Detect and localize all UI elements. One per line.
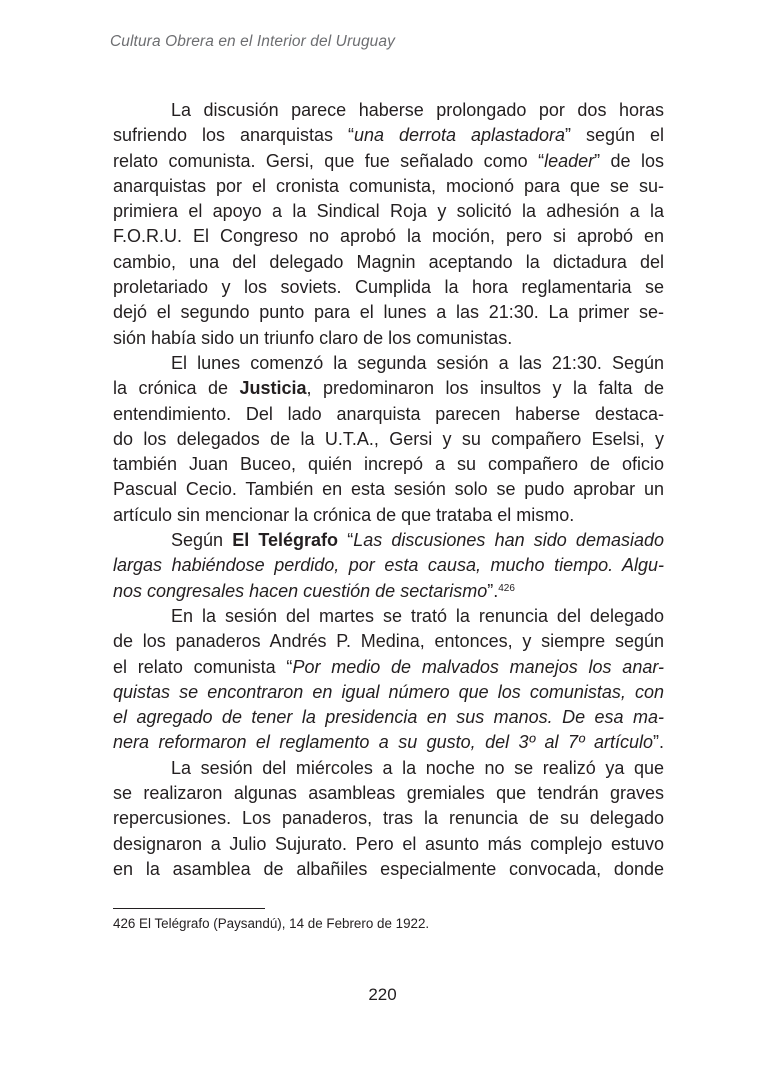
text-segment: el relato comunista “	[113, 656, 293, 677]
footnote-rule	[113, 908, 265, 909]
text-line	[113, 250, 664, 275]
text-segment: Según	[171, 530, 233, 551]
text-segment: largas habiéndose perdido, por esta causa, mucho tiempo. Algu-	[113, 555, 664, 576]
text-segment: , predominaron los insultos y la falta de	[306, 378, 665, 399]
body-text	[113, 98, 664, 882]
text-line	[113, 806, 664, 831]
text-line	[113, 857, 664, 882]
text-segment: de los panaderos Andrés P. Medina, entonces, y siempre según	[113, 631, 664, 652]
text-segment: nos congresales hacen cuestión de sectarismo	[113, 580, 488, 601]
text-line	[113, 503, 664, 528]
text-segment: En la sesión del martes se trató la renuncia del delegado	[171, 605, 664, 626]
text-line	[113, 730, 664, 755]
text-segment: do los delegados de la U.T.A., Gersi y su compañero Eselsi, y	[113, 428, 664, 449]
text-segment: quistas se encontraron en igual número que los comunistas, con	[113, 681, 664, 702]
text-line	[113, 553, 664, 578]
text-segment: sufriendo los anarquistas “	[113, 125, 354, 146]
text-segment: una derrota aplastadora	[353, 125, 566, 146]
text-segment: cambio, una del delegado Magnin aceptando la dictadura del	[113, 251, 664, 272]
text-segment: nera reformaron el reglamento a su gusto, del 3º al 7º artículo	[113, 732, 653, 753]
text-line	[113, 781, 664, 806]
text-segment: El Telégrafo	[232, 530, 339, 551]
text-line	[113, 579, 664, 604]
text-segment: la crónica de	[113, 378, 240, 399]
text-segment: El lunes comenzó la segunda sesión a las 21:30. Según	[171, 352, 664, 373]
running-header: Cultura Obrera en el Interior del Uruguay	[110, 33, 395, 50]
text-line	[113, 199, 664, 224]
text-line	[113, 705, 664, 730]
text-line	[113, 174, 664, 199]
text-segment: en la asamblea de albañiles especialmente convocada, donde	[113, 858, 664, 879]
text-line	[113, 98, 664, 123]
text-segment: Las discusiones han sido demasiado	[353, 530, 664, 551]
text-segment: entendimiento. Del lado anarquista parecen haberse destaca-	[113, 403, 664, 424]
text-segment: 426	[498, 582, 515, 594]
text-line	[113, 756, 664, 781]
text-segment: sión había sido un triunfo claro de los comunistas.	[113, 327, 513, 348]
text-line	[113, 351, 664, 376]
text-segment: también Juan Buceo, quién increpó a su compañero de oficio	[113, 454, 664, 475]
text-segment: Justicia	[239, 378, 307, 399]
text-line	[113, 604, 664, 629]
text-segment: artículo sin mencionar la crónica de que trataba el mismo.	[113, 504, 575, 525]
text-segment: ” de los	[594, 150, 664, 171]
text-line	[113, 655, 664, 680]
text-segment: el agregado de tener la presidencia en sus manos. De esa ma-	[113, 707, 664, 728]
text-segment: leader	[544, 150, 595, 171]
text-segment: La discusión parece haberse prolongado por dos horas	[171, 100, 664, 120]
text-segment: relato comunista. Gersi, que fue señalado como “	[113, 150, 545, 171]
text-segment: ”.	[487, 580, 499, 601]
text-segment: primiera el apoyo a la Sindical Roja y solicitó la adhesión a la	[113, 201, 664, 222]
text-line	[113, 832, 664, 857]
text-line	[113, 123, 664, 148]
text-segment: Pascual Cecio. También en esta sesión solo se pudo aprobar un	[113, 479, 664, 500]
text-segment: F.O.R.U. El Congreso no aprobó la moción, pero si aprobó en	[113, 226, 664, 247]
footnote: 426 El Telégrafo (Paysandú), 14 de Febrero de 1922.	[113, 916, 430, 931]
text-segment: Por medio de malvados manejos los anar-	[292, 656, 664, 677]
text-line	[113, 326, 664, 351]
text-line	[113, 376, 664, 401]
text-segment: anarquistas por el cronista comunista, mocionó para que se su-	[113, 175, 664, 196]
text-line	[113, 300, 664, 325]
text-line	[113, 629, 664, 654]
text-line	[113, 680, 664, 705]
text-line	[113, 224, 664, 249]
text-segment: ” según el	[565, 125, 664, 146]
text-segment: dejó el segundo punto para el lunes a las 21:30. La primer se-	[113, 302, 664, 323]
text-segment: designaron a Julio Sujurato. Pero el asunto más complejo estuvo	[113, 833, 664, 854]
text-segment: repercusiones. Los panaderos, tras la renuncia de su delegado	[113, 808, 664, 829]
text-line	[113, 452, 664, 477]
text-line	[113, 427, 664, 452]
page-number: 220	[368, 985, 397, 1004]
text-segment: La sesión del miércoles a la noche no se realizó ya que	[171, 757, 664, 778]
text-line	[113, 402, 664, 427]
text-segment: ”.	[653, 732, 664, 753]
text-line	[113, 275, 664, 300]
text-segment: “	[338, 530, 354, 551]
text-segment: se realizaron algunas asambleas gremiales que tendrán graves	[113, 783, 664, 804]
text-segment: proletariado y los soviets. Cumplida la hora reglamentaria se	[113, 277, 664, 298]
text-line	[113, 149, 664, 174]
text-line	[113, 528, 664, 553]
text-line	[113, 477, 664, 502]
